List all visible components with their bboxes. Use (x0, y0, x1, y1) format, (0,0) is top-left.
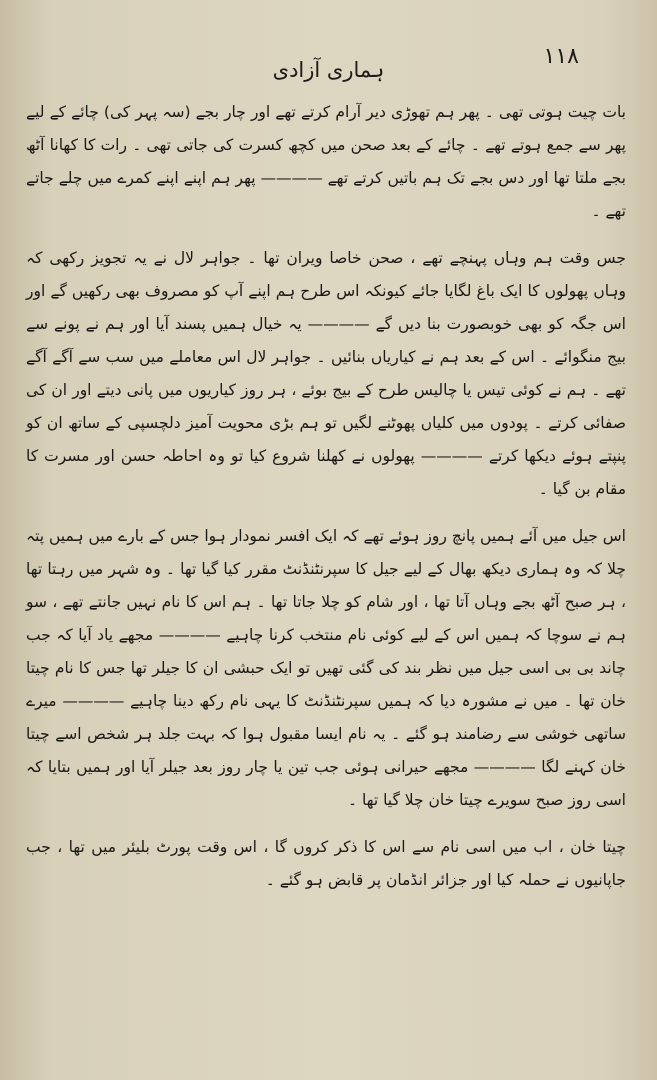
body-text (26, 96, 626, 1056)
running-head: ہماری آزادی (272, 58, 385, 82)
paragraph-4: چیتا خان ، اب میں اسی نام سے اس کا ذکر کروں گا ، اس وقت پورٹ بلیئر میں تھا ، جب جاپانیوں نے حملہ کیا اور جزائر انڈمان پر قابض ہو گئے ۔ (26, 838, 626, 889)
paragraph-1: بات چیت ہوتی تھی ۔ پھر ہم تھوڑی دیر آرام کرتے تھے اور چار بجے (سہ پہر کی) چائے کے لیے پھر سے جمع ہوتے تھے ۔ چائے کے بعد صحن میں کچھ کسرت کی جاتی تھی ۔ رات کا کھانا آٹھ بجے ملتا تھا اور دس بجے تک ہم باتیں کرتے تھے ———— پھر ہم اپنے اپنے کمرے میں چلے جاتے تھے ۔ (26, 103, 626, 220)
paragraph-2: جس وقت ہم وہاں پہنچے تھے ، صحن خاصا ویران تھا ۔ جواہر لال نے یہ تجویز رکھی کہ وہاں پھولوں کا ایک باغ لگایا جائے کیونکہ اس طرح ہم اپنے آپ کو مصروف بھی رکھیں گے اور اس جگہ کو بھی خوبصورت بنا دیں گے ———— یہ خیال ہمیں پسند آیا اور ہم نے پونے سے بیج منگوائے ۔ اس کے بعد ہم نے کیاریاں بنائیں ۔ جواہر لال اس معاملے میں سب سے آگے آگے تھے ۔ ہم نے کوئی تیس یا چالیس طرح کے بیج بوئے ، ہر روز کیاریوں میں پانی دیتے اور ان کی صفائی کرتے ۔ پودوں میں کلیاں پھوٹنے لگیں تو ہم بڑی محویت آمیز دلچسپی کے ساتھ ان کو پنپتے ہوئے دیکھا کرتے ———— پھولوں نے کھلنا شروع کیا تو وہ احاطہ حسن اور مسرت کا مقام بن گیا ۔ (26, 249, 626, 498)
paragraph-3: اس جیل میں آئے ہمیں پانچ روز ہوئے تھے کہ ایک افسر نمودار ہوا جس کے بارے میں ہمیں پتہ چلا کہ وہ ہماری دیکھ بھال کے لیے جیل کا سپرنٹنڈنٹ مقرر کیا گیا تھا ۔ وہ شہر میں رہتا تھا ، ہر صبح آٹھ بجے وہاں آتا تھا ، اور شام کو چلا جاتا تھا ۔ ہم اس کا نام نہیں جانتے تھے ، سو ہم نے سوچا کہ ہمیں اس کے لیے کوئی نام منتخب کرنا چاہیے ———— مجھے یاد آیا کہ جب چاند بی بی اسی جیل میں نظر بند کی گئی تھیں تو ایک حبشی ان کا جیلر تھا جس کا نام چیتا خان تھا ۔ میں نے مشورہ دیا کہ ہمیں سپرنٹنڈنٹ کا یہی نام رکھ دینا چاہیے ———— میرے ساتھی خوشی سے رضامند ہو گئے ۔ یہ نام ایسا مقبول ہوا کہ بہت جلد ہر شخص اسے چیتا خان کہنے لگا ———— مجھے حیرانی ہوئی جب تین یا چار روز بعد جیلر آیا اور ہمیں بتایا کہ اسی روز صبح سویرے چیتا خان چلا گیا تھا ۔ (26, 527, 626, 809)
page-number: ۱۱۸ (543, 44, 579, 69)
